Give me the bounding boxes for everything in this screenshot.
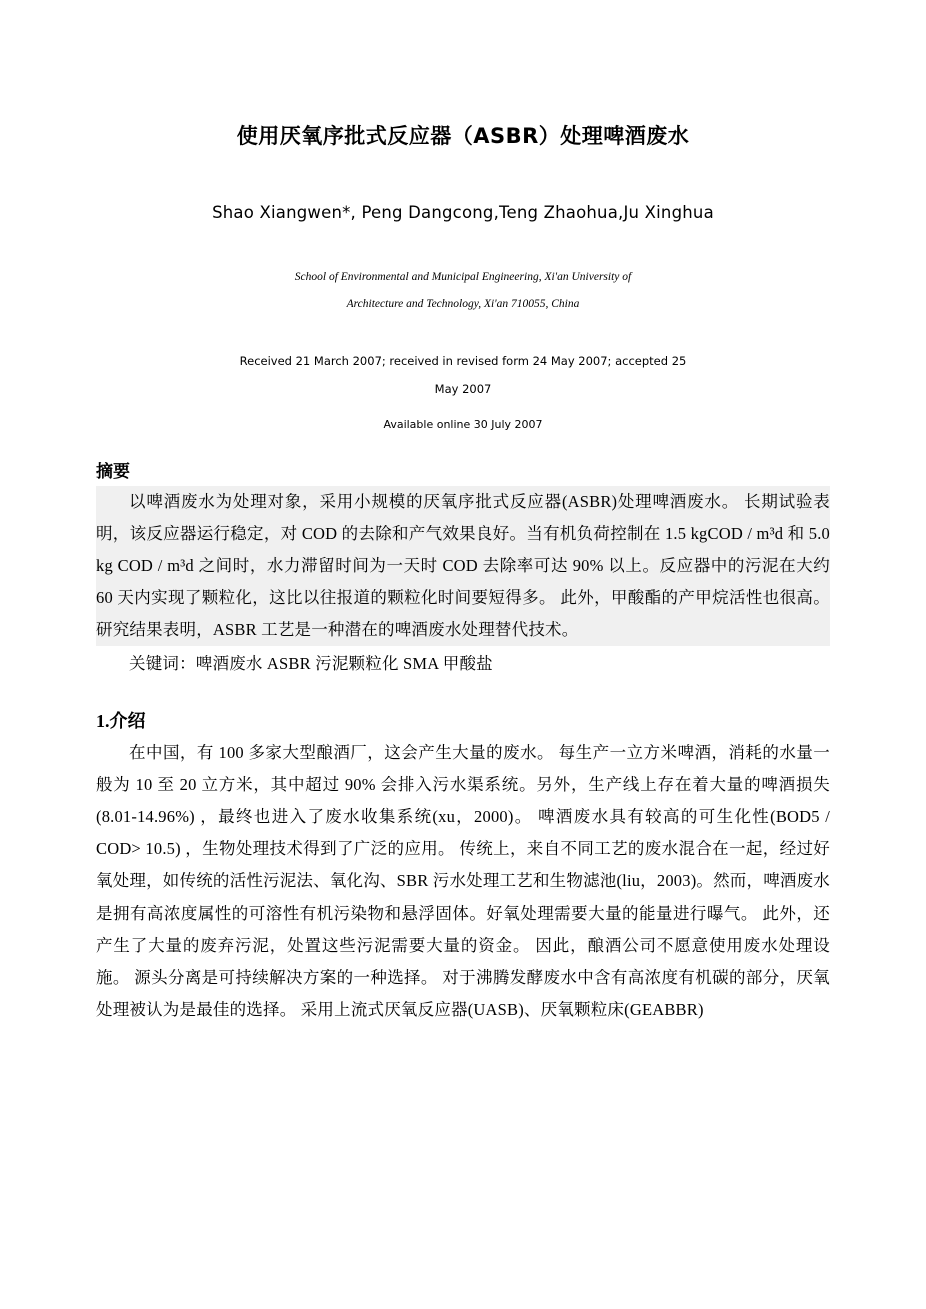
affiliation-line-2: Architecture and Technology, Xi'an 710055, China <box>346 298 580 311</box>
introduction-text: 在中国，有 100 多家大型酿酒厂，这会产生大量的废水。 每生产一立方米啤酒，消耗的水量一般为 10 至 20 立方米，其中超过 90% 会排入污水渠系统。另外，生产线上存在着大量的啤酒损失(8.01-14.96%) ，最终也进入了废水收集系统(xu，2000)。 啤酒废水具有较高的可生化性(BOD5 / COD> 10.5) ，生物处理技术得到了广泛的应用。 传统上，来自不同工艺的废水混合在一起，经过好氧处理，如传统的活性污泥法、氧化沟、SBR 污水处理工艺和生物滤池(liu，2003)。然而，啤酒废水是拥有高浓度属性的可溶性有机污染物和悬浮固体。好氧处理需要大量的能量进行曝气。 此外，还产生了大量的废弃污泥，处置这些污泥需要大量的资金。 因此，酿酒公司不愿意使用废水处理设施。 源头分离是可持续解决方案的一种选择。 对于沸腾发酵废水中含有高浓度有机碳的部分，厌氧处理被认为是最佳的选择。 采用上流式厌氧反应器(UASB)、厌氧颗粒床(GEABBR) <box>96 742 830 1020</box>
affiliation-block <box>96 264 830 318</box>
page-title: 使用厌氧序批式反应器（ASBR）处理啤酒废水 <box>236 124 690 148</box>
article-history-line-2: May 2007 <box>434 382 492 397</box>
affiliation-line-1: School of Environmental and Municipal Engineering, Xi'an University of <box>294 271 632 284</box>
article-history-block <box>96 348 830 403</box>
introduction-heading: 1.介绍 <box>96 710 146 731</box>
keywords-line: 关键词：啤酒废水 ASBR 污泥颗粒化 SMA 甲酸盐 <box>129 654 493 674</box>
available-online-line: Available online 30 July 2007 <box>383 417 543 431</box>
abstract-text: 以啤酒废水为处理对象，采用小规模的厌氧序批式反应器(ASBR)处理啤酒废水。 长期试验表明，该反应器运行稳定，对 COD 的去除和产气效果良好。当有机负荷控制在 1.5 kgCOD / m³d 和 5.0 kg COD / m³d 之间时，水力滞留时间为一天时 COD 去除率可达 90% 以上。反应器中的污泥在大约 60 天内实现了颗粒化，这比以往报道的颗粒化时间要短得多。 此外，甲酸酯的产甲烷活性也很高。 研究结果表明，ASBR 工艺是一种潜在的啤酒废水处理替代技术。 <box>96 486 830 647</box>
article-history-line-1: Received 21 March 2007; received in revised form 24 May 2007; accepted 25 <box>239 354 687 369</box>
abstract-heading: 摘要 <box>96 461 130 482</box>
author-list: Shao Xiangwen*, Peng Dangcong,Teng Zhaohua,Ju Xinghua <box>212 203 714 223</box>
